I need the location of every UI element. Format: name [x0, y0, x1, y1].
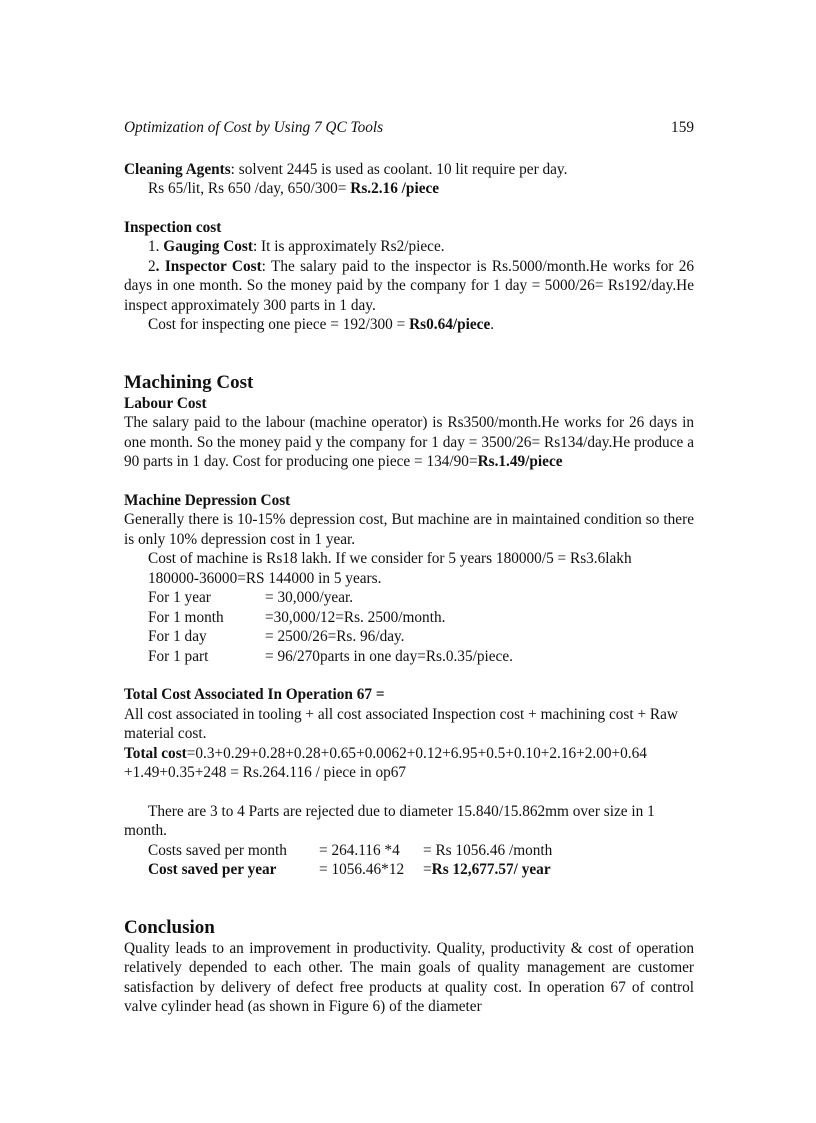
- depr-row-label: For 1 part: [148, 647, 209, 665]
- rejection-paragraph: There are 3 to 4 Parts are rejected due to diameter 15.840/15.862mm over size in 1 month.: [124, 802, 655, 839]
- depr-row-value: = 2500/26=Rs. 96/day.: [265, 628, 405, 645]
- conclusion-paragraph: Quality leads to an improvement in productivity. Quality, productivity & cost of operation relatively depended to each other. The main goals of quality management are customer satisfaction by delivery of defect free products at quality cost. In operation 67 of control valve cylinder head (as shown in Figure 6) of the diameter: [124, 939, 694, 1015]
- saved-month-label: Costs saved per month: [148, 841, 287, 859]
- saved-year-value: =Rs 12,677.57/ year: [423, 861, 551, 878]
- page-body: [124, 118, 694, 1017]
- depression-heading: Machine Depression Cost: [124, 491, 291, 509]
- cleaning-agents-paragraph: Cleaning Agents: solvent 2445 is used as coolant. 10 lit require per day.: [124, 160, 568, 178]
- cleaning-agents-label: Cleaning Agents: [124, 160, 231, 178]
- depr-row-value: = 96/270parts in one day=Rs.0.35/piece.: [265, 647, 513, 665]
- saved-month-calc: = 264.116 *4: [319, 841, 400, 859]
- depression-table: [124, 588, 694, 666]
- page-number: 159: [671, 119, 694, 136]
- total-cost-heading: Total Cost Associated In Operation 67 =: [124, 686, 385, 703]
- inspection-heading: Inspection cost: [124, 218, 222, 236]
- savings-table: [124, 841, 694, 880]
- labour-cost-heading: Labour Cost: [124, 394, 207, 412]
- gauging-cost-item: 1. Gauging Cost: It is approximately Rs2/piece.: [148, 238, 445, 255]
- machining-cost-heading: Machining Cost: [124, 371, 254, 393]
- depr-row-value: = 30,000/year.: [265, 589, 354, 606]
- depression-line-2: 180000-36000=RS 144000 in 5 years.: [148, 569, 382, 587]
- depression-line-1: Cost of machine is Rs18 lakh. If we consider for 5 years 180000/5 = Rs3.6lakh: [148, 550, 632, 567]
- depr-row-label: For 1 day: [148, 628, 207, 645]
- total-cost-text: All cost associated in tooling + all cost associated Inspection cost + machining cost + Raw material cost.: [124, 705, 678, 742]
- inspector-cost-item: 2. Inspector Cost: The salary paid to the inspector is Rs.5000/month.He works for 26 days in one month. So the money paid by the company for 1 day = 5000/26= Rs192/day.He inspect approximately 300 parts in 1 day.: [124, 257, 694, 314]
- cleaning-calc: Rs 65/lit, Rs 650 /day, 650/300= Rs.2.16 /piece: [148, 180, 440, 197]
- depr-row-label: For 1 month: [148, 608, 224, 626]
- saved-month-value: = Rs 1056.46 /month: [423, 841, 553, 859]
- depr-row-value: =30,000/12=Rs. 2500/month.: [265, 608, 446, 626]
- inspection-cost-result: Cost for inspecting one piece = 192/300 = Rs0.64/piece.: [148, 316, 495, 333]
- total-cost-formula: Total cost=0.3+0.29+0.28+0.28+0.65+0.0062+0.12+6.95+0.5+0.10+2.16+2.00+0.64 +1.49+0.35+248 = Rs.264.116 / piece in op67: [124, 744, 647, 781]
- running-header: [124, 118, 694, 138]
- conclusion-heading: Conclusion: [124, 916, 215, 938]
- saved-year-calc: = 1056.46*12: [319, 861, 405, 878]
- running-title: Optimization of Cost by Using 7 QC Tools: [124, 119, 384, 136]
- labour-cost-paragraph: The salary paid to the labour (machine operator) is Rs3500/month.He works for 26 days in one month. So the money paid y the company for 1 day = 3500/26= Rs134/day.He produce a 90 parts in 1 day. Cost for producing one piece = 134/90=Rs.1.49/piece: [124, 414, 694, 470]
- saved-year-label: Cost saved per year: [148, 861, 277, 878]
- depr-row-label: For 1 year: [148, 589, 211, 606]
- depression-paragraph: Generally there is 10-15% depression cost, But machine are in maintained condition so there is only 10% depression cost in 1 year.: [124, 511, 694, 548]
